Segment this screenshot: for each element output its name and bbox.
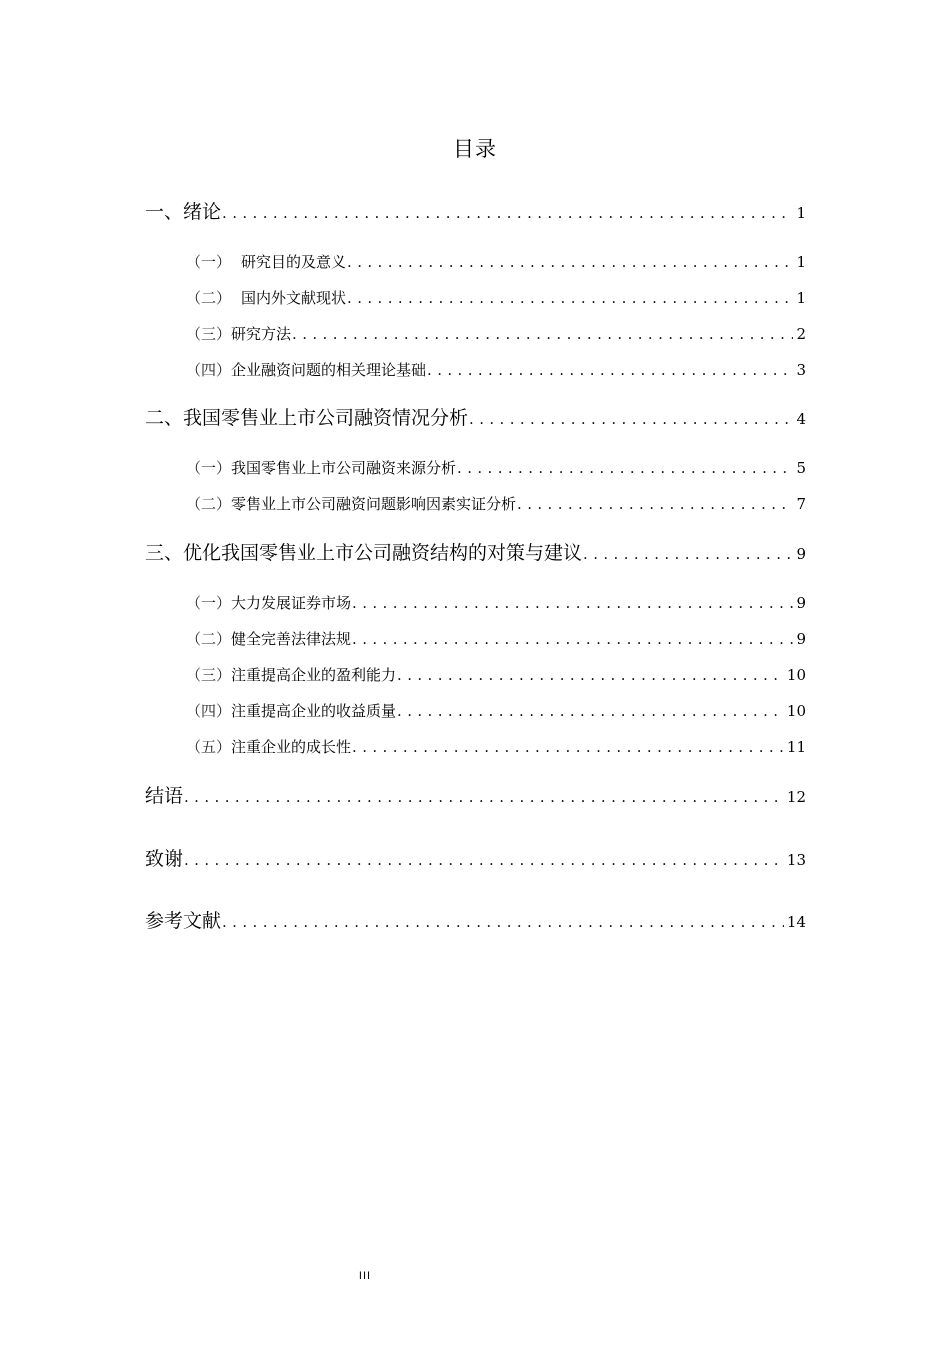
toc-entry-section-2-1[interactable]: [186, 456, 806, 480]
toc-entry-label: 大力发展证券市场: [231, 594, 352, 612]
toc-entry-number: （一）: [186, 594, 232, 612]
toc-entry-number: （四）: [186, 702, 232, 720]
page-number: III: [358, 1270, 372, 1282]
toc-entry-number: （三）: [186, 666, 232, 684]
toc-entry-label: 国内外文献现状: [241, 289, 347, 307]
dot-leader: [352, 627, 793, 651]
toc-entry-section-3-1[interactable]: [186, 591, 806, 615]
dot-leader: [397, 663, 784, 687]
toc-entry-number: （一）: [186, 253, 232, 271]
toc-entry-number: 一、: [145, 201, 184, 223]
toc-entry-page: 10: [786, 666, 806, 684]
toc-entry-chapter-2[interactable]: [145, 404, 806, 433]
dot-leader: [222, 908, 784, 936]
toc-entry-section-3-2[interactable]: [186, 627, 806, 651]
dot-leader: [184, 846, 784, 874]
toc-entry-label: 我国零售业上市公司融资情况分析: [183, 407, 469, 429]
toc-entry-page: 9: [796, 545, 806, 563]
dot-leader: [184, 783, 784, 811]
toc-entry-page: 14: [786, 913, 806, 931]
toc-entry-section-3-4[interactable]: [186, 699, 806, 723]
toc-entry-page: 1: [796, 204, 806, 222]
toc-title: 目录: [453, 137, 497, 161]
dot-leader: [427, 358, 793, 382]
toc-entry-number: （三）: [186, 325, 232, 343]
toc-entry-page: 1: [796, 253, 806, 271]
toc-entry-page: 2: [796, 325, 806, 343]
toc-entry-page: 10: [786, 702, 806, 720]
toc-entry-page: 9: [796, 630, 806, 648]
dot-leader: [583, 540, 793, 568]
toc-entry-label: 结语: [145, 785, 184, 807]
toc-entry-section-1-3[interactable]: [186, 322, 806, 346]
toc-entry-label: 研究目的及意义: [241, 253, 347, 271]
toc-entry-references[interactable]: [145, 907, 806, 936]
toc-entry-page: 11: [786, 738, 806, 756]
toc-entry-number: （四）: [186, 361, 232, 379]
dot-leader: [352, 591, 793, 615]
toc-entry-page: 9: [796, 594, 806, 612]
toc-entry-label: 注重企业的成长性: [231, 738, 352, 756]
toc-entry-section-1-1[interactable]: [186, 250, 806, 274]
toc-entry-number: （五）: [186, 738, 232, 756]
toc-entry-number: 三、: [145, 542, 184, 564]
toc-entry-page: 3: [796, 361, 806, 379]
toc-entry-label: 注重提高企业的盈利能力: [231, 666, 397, 684]
toc-entry-page: 4: [796, 410, 806, 428]
dot-leader: [457, 456, 793, 480]
toc-entry-label: 致谢: [145, 848, 184, 870]
toc-entry-label: 我国零售业上市公司融资来源分析: [231, 459, 457, 477]
toc-entry-section-1-4[interactable]: [186, 358, 806, 382]
dot-leader: [352, 735, 784, 759]
toc-entry-label: 参考文献: [145, 910, 222, 932]
dot-leader: [347, 250, 793, 274]
toc-entry-chapter-1[interactable]: [145, 198, 806, 227]
dot-leader: [517, 492, 793, 516]
toc-entry-section-3-3[interactable]: [186, 663, 806, 687]
toc-entry-label: 注重提高企业的收益质量: [231, 702, 397, 720]
toc-entry-label: 绪论: [183, 201, 222, 223]
toc-entry-label: 研究方法: [231, 325, 292, 343]
dot-leader: [397, 699, 784, 723]
toc-entry-section-3-5[interactable]: [186, 735, 806, 759]
toc-entry-label: 优化我国零售业上市公司融资结构的对策与建议: [183, 542, 583, 564]
toc-entry-acknowledgements[interactable]: [145, 845, 806, 874]
dot-leader: [292, 322, 793, 346]
toc-entry-label: 企业融资问题的相关理论基础: [231, 361, 427, 379]
toc-entry-number: 二、: [145, 407, 184, 429]
dot-leader: [469, 405, 793, 433]
toc-entry-page: 5: [796, 459, 806, 477]
toc-entry-section-1-2[interactable]: [186, 286, 806, 310]
toc-entry-page: 7: [796, 495, 806, 513]
toc-entry-number: （一）: [186, 459, 232, 477]
toc-entry-number: （二）: [186, 495, 232, 513]
toc-entry-number: （二）: [186, 289, 232, 307]
toc-entry-number: （二）: [186, 630, 232, 648]
toc-entry-label: 零售业上市公司融资问题影响因素实证分析: [231, 495, 517, 513]
toc-entry-chapter-3[interactable]: [145, 539, 806, 568]
toc-entry-section-2-2[interactable]: [186, 492, 806, 516]
dot-leader: [222, 199, 793, 227]
toc-entry-label: 健全完善法律法规: [231, 630, 352, 648]
toc-entry-page: 12: [786, 788, 806, 806]
dot-leader: [347, 286, 793, 310]
toc-entry-page: 1: [796, 289, 806, 307]
toc-entry-conclusion[interactable]: [145, 782, 806, 811]
toc-entry-page: 13: [786, 851, 806, 869]
